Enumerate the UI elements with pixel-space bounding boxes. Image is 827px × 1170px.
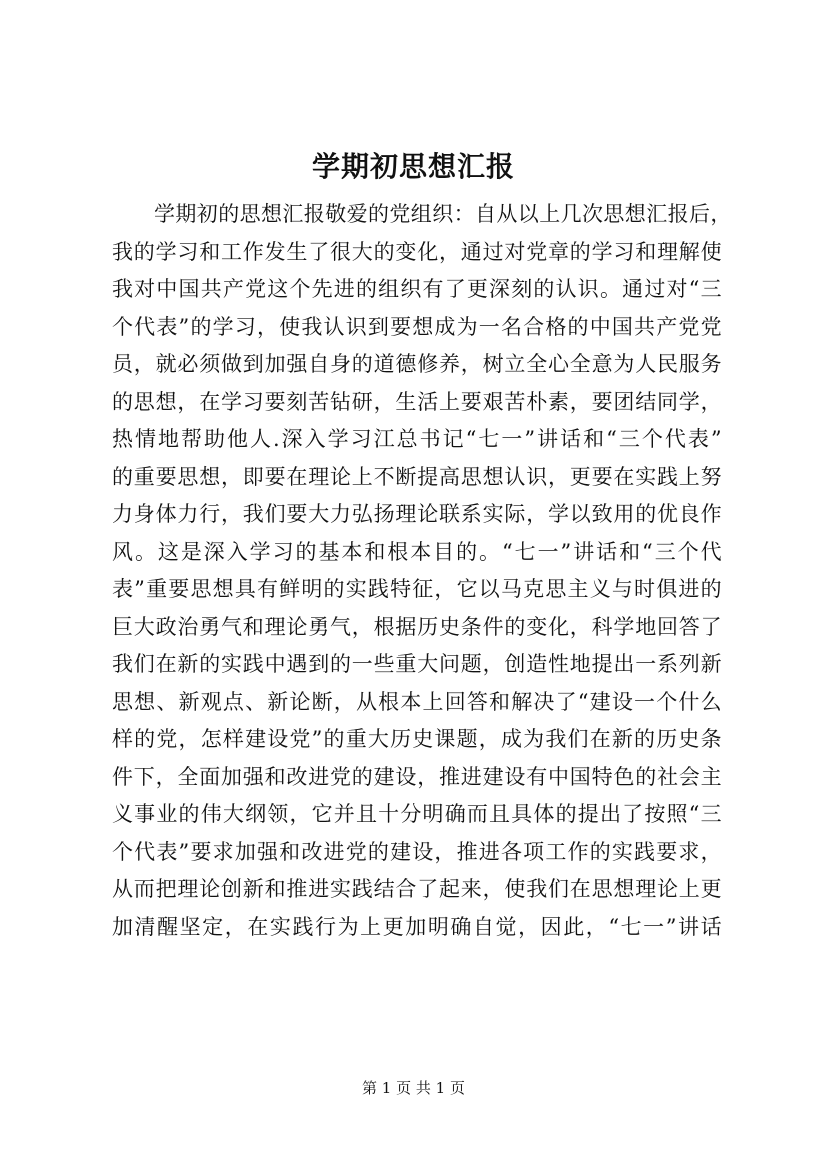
body-line: 我的学习和工作发生了很大的变化，通过对党章的学习和理解使 <box>112 239 722 264</box>
body-line: 风。这是深入学习的基本和根本目的。“七一”讲话和“三个代 <box>112 539 722 564</box>
body-line: 学期初的思想汇报敬爱的党组织：自从以上几次思想汇报后， <box>154 202 732 226</box>
document-body <box>112 196 732 946</box>
body-line: 从而把理论创新和推进实践结合了起来，使我们在思想理论上更 <box>112 877 722 901</box>
body-line: 加清醒坚定，在实践行为上更加明确自觉，因此，“七一”讲话 <box>112 914 722 939</box>
body-line: 件下，全面加强和改进党的建设，推进建设有中国特色的社会主 <box>112 764 722 789</box>
page-number-footer: 第 1 页 共 1 页 <box>362 1079 465 1097</box>
body-line: 热情地帮助他人.深入学习江总书记“七一”讲话和“三个代表” <box>112 427 722 451</box>
body-line: 思想、新观点、新论断，从根本上回答和解决了“建设一个什么 <box>112 689 722 714</box>
body-line: 我们在新的实践中遇到的一些重大问题，创造性地提出一系列新 <box>112 652 722 676</box>
body-line: 巨大政治勇气和理论勇气，根据历史条件的变化，科学地回答了 <box>112 614 722 639</box>
body-line: 的思想，在学习要刻苦钻研，生活上要艰苦朴素，要团结同学， <box>112 389 722 414</box>
body-line: 义事业的伟大纲领，它并且十分明确而且具体的提出了按照“三 <box>112 802 722 826</box>
body-line: 员，就必须做到加强自身的道德修养，树立全心全意为人民服务 <box>112 352 722 376</box>
document-title: 学期初思想汇报 <box>311 150 515 183</box>
body-line: 个代表”的学习，使我认识到要想成为一名合格的中国共产党党 <box>112 314 722 339</box>
body-line: 个代表”要求加强和改进党的建设，推进各项工作的实践要求， <box>112 839 722 864</box>
body-line: 力身体力行，我们要大力弘扬理论联系实际，学以致用的优良作 <box>112 502 722 526</box>
body-line: 表”重要思想具有鲜明的实践特征，它以马克思主义与时俱进的 <box>112 577 722 601</box>
body-line: 的重要思想，即要在理论上不断提高思想认识，更要在实践上努 <box>112 464 722 489</box>
body-line: 样的党，怎样建设党”的重大历史课题，成为我们在新的历史条 <box>112 727 722 751</box>
body-line: 我对中国共产党这个先进的组织有了更深刻的认识。通过对“三 <box>112 277 722 301</box>
